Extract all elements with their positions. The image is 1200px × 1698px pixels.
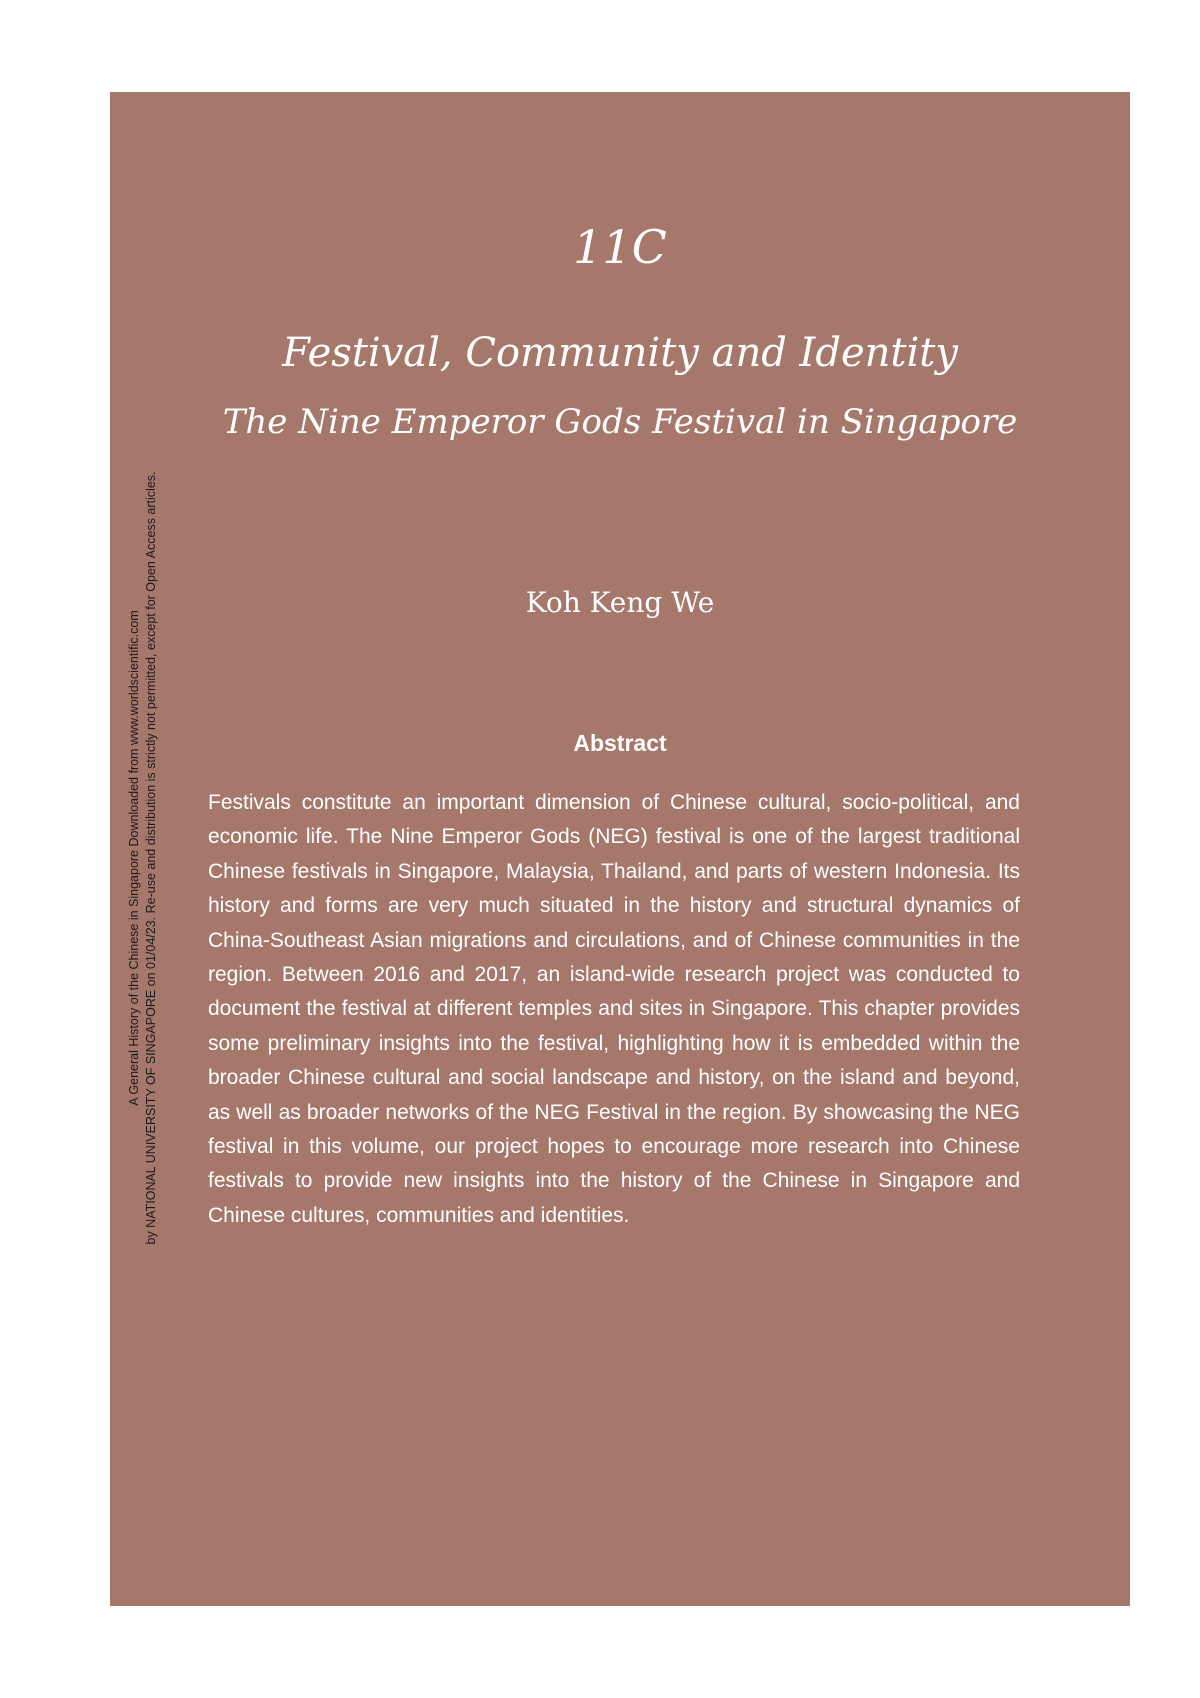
author-name: Koh Keng We	[525, 586, 715, 619]
abstract-heading: Abstract	[573, 730, 667, 756]
download-notice-line-1: A General History of the Chinese in Singapore Downloaded from www.worldscientific.com	[127, 610, 141, 1106]
abstract-body: Festivals constitute an important dimension of Chinese cultural, socio-political, and economic life. The Nine Emperor Gods (NEG) festival is one of the largest traditional Chinese festivals in Singapore, Malaysia, Thailand, and parts of western Indonesia. Its history and forms are very much situated in the history and structural dynamics of China-Southeast Asian migrations and circulations, and of Chinese communities in the region. Between 2016 and 2017, an island-wide research project was conducted to document the festival at different temples and sites in Singapore. This chapter provides some preliminary insights into the festival, highlighting how it is embedded within the broader Chinese cultural and social landscape and history, on the island and beyond, as well as broader networks of the NEG Festival in the region. By showcasing the NEG festival in this volume, our project hopes to encourage more research into Chinese festivals to provide new insights into the history of the Chinese in Singapore and Chinese cultures, communities and identities.	[208, 791, 1020, 1227]
chapter-number: 11C	[573, 220, 667, 274]
download-notice-line-2: by NATIONAL UNIVERSITY OF SINGAPORE on 01/04/23. Re-use and distribution is strictly not permitted, except for Open Access articles.	[144, 471, 158, 1245]
download-notice	[126, 383, 160, 1333]
chapter-cover-panel	[110, 92, 1130, 1606]
chapter-title: Festival, Community and Identity	[282, 330, 958, 376]
chapter-subtitle: The Nine Emperor Gods Festival in Singapore	[222, 402, 1018, 442]
